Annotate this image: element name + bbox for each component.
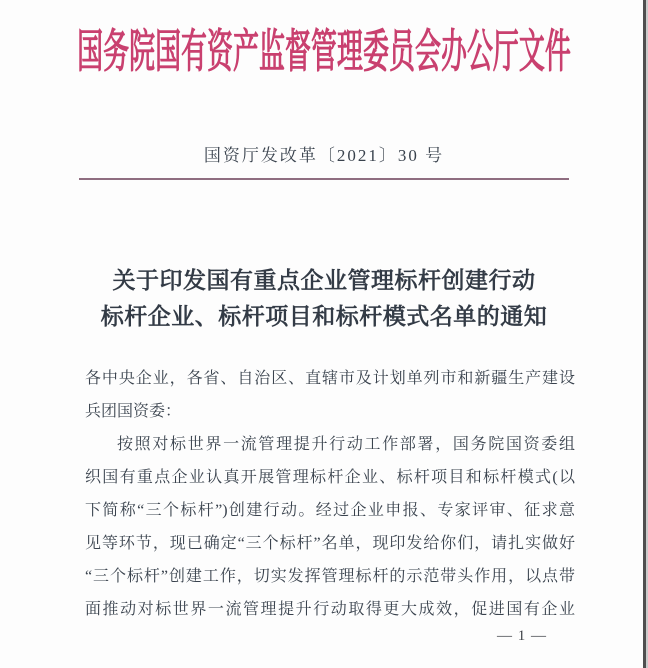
paragraph-line: 下简称“三个标杆”)创建行动。经过企业申报、专家评审、征求意: [85, 502, 575, 519]
document-body: [85, 362, 575, 626]
document-title-line2: 标杆企业、标杆项目和标杆模式名单的通知: [100, 304, 548, 329]
page-number: — 1 —: [497, 628, 547, 644]
paragraph-line: “三个标杆”创建工作，切实发挥管理标杆的示范带头作用，以点带: [85, 568, 575, 585]
paragraph-line: 面推动对标世界一流管理提升行动取得更大成效，促进国有企业: [85, 601, 575, 618]
agency-header-title: 国务院国有资产监督管理委员会办公厅文件: [77, 26, 571, 77]
paragraph-line: 织国有重点企业认真开展管理标杆企业、标杆项目和标杆模式(以: [85, 469, 575, 486]
document-number: 国资厅发改革〔2021〕30 号: [203, 146, 445, 165]
red-divider-line: [79, 178, 569, 180]
document-header: [0, 0, 648, 80]
document-title-line1: 关于印发国有重点企业管理标杆创建行动: [112, 268, 536, 293]
paragraph-line: 按照对标世界一流管理提升行动工作部署，国务院国资委组: [117, 436, 575, 453]
paragraph-line: 见等环节，现已确定“三个标杆”名单，现印发给你们，请扎实做好: [85, 535, 575, 552]
salutation-line: 兵团国资委：: [85, 403, 182, 420]
salutation-line: 各中央企业，各省、自治区、直辖市及计划单列市和新疆生产建设: [85, 370, 575, 387]
document-title: [0, 263, 648, 335]
